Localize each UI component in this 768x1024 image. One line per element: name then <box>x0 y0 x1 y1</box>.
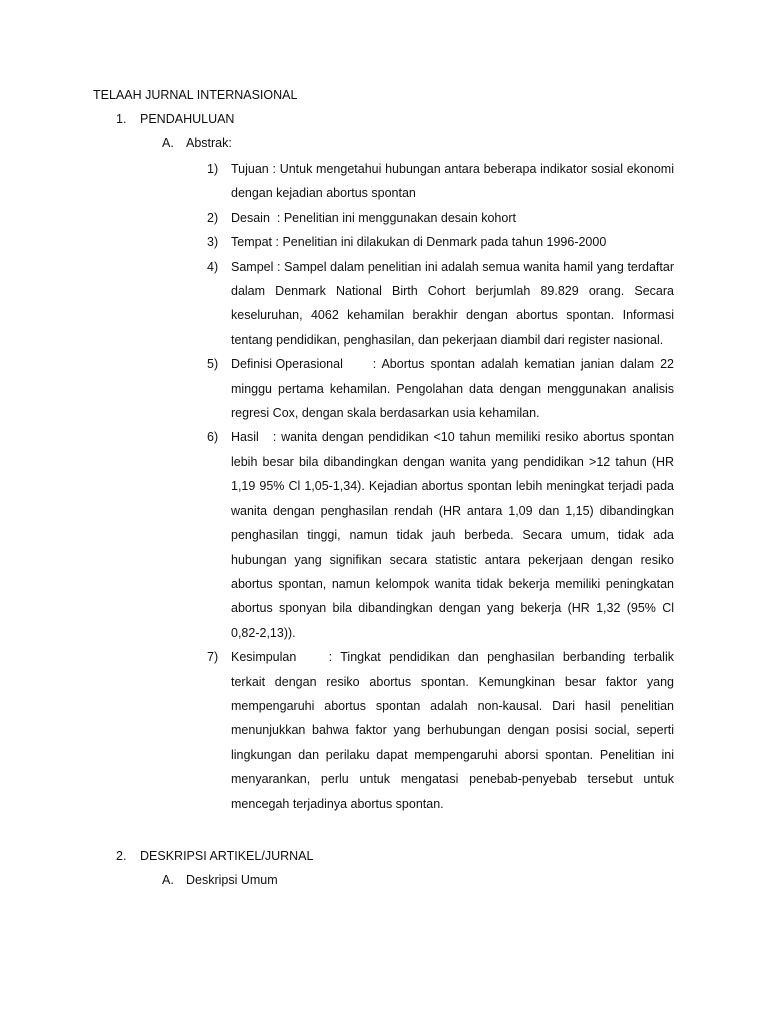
item-label: Definisi Operasional <box>231 357 343 372</box>
item-separator: : <box>328 650 333 665</box>
subsection-abstrak-heading <box>162 136 232 150</box>
item-text: Tingkat pendidikan dan penghasilan berbanding terbalik terkait dengan resiko abortus spontan. Kemungkinan besar faktor yang mempengaruhi abortus spontan adalah non-kausal. Dari hasil penelitian menunjukkan bahwa faktor yang berhubungan dengan posisi social, seperti lingkungan dan perilaku dapat mempengaruhi aborsi spontan. Penelitian ini menyarankan, perlu untuk mengatasi penebab-penyebab tersebut untuk mencegah terjadinya abortus spontan. <box>231 650 674 811</box>
list-item-hasil <box>207 425 674 645</box>
item-number: 4) <box>207 259 219 274</box>
item-separator: : <box>275 235 279 250</box>
list-item-desain <box>207 206 674 230</box>
list-item-tempat <box>207 230 674 254</box>
item-text: Untuk mengetahui hubungan antara beberapa indikator sosial ekonomi dengan kejadian abortus spontan <box>231 162 674 201</box>
item-separator: : <box>276 210 281 225</box>
item-separator: : <box>272 430 277 445</box>
item-text: Penelitian ini dilakukan di Denmark pada tahun 1996-2000 <box>282 235 607 250</box>
item-number: 3) <box>207 235 219 250</box>
item-separator: : <box>272 162 276 176</box>
document-title: TELAAH JURNAL INTERNASIONAL <box>93 88 298 102</box>
section-1-heading <box>116 112 234 126</box>
item-number: 2) <box>207 210 219 225</box>
list-item-kesimpulan <box>207 645 674 816</box>
item-label: Tempat <box>231 235 272 250</box>
section-number: 2. <box>116 849 127 863</box>
list-item-definisi-operasional <box>207 352 674 425</box>
section-title: PENDAHULUAN <box>140 112 235 126</box>
subsection-deskripsi-umum-heading <box>162 873 278 887</box>
item-separator: : <box>372 357 377 372</box>
item-text: Penelitian ini menggunakan desain kohort <box>283 210 516 225</box>
item-number: 7) <box>207 650 219 665</box>
subsection-letter: A. <box>162 136 174 150</box>
item-label: Kesimpulan <box>231 650 297 665</box>
section-number: 1. <box>116 112 127 126</box>
section-2-heading <box>116 849 313 863</box>
abstract-list <box>207 157 674 816</box>
item-text: Sampel dalam penelitian ini adalah semua wanita hamil yang terdaftar dalam Denmark National Birth Cohort berjumlah 89.829 orang. Secara keseluruhan, 4062 kehamilan berakhir dengan abortus spontan. Informasi tentang pendidikan, penghasilan, dan pekerjaan diambil dari register nasional. <box>231 259 674 347</box>
item-label: Tujuan <box>231 162 269 176</box>
item-text: Abortus spontan adalah kematian janian dalam 22 minggu pertama kehamilan. Pengolahan data dengan menggunakan analisis regresi Cox, dengan skala berdasarkan usia kehamilan. <box>231 357 674 421</box>
item-number: 1) <box>207 162 219 176</box>
subsection-title: Abstrak: <box>186 136 232 150</box>
subsection-title: Deskripsi Umum <box>186 873 278 887</box>
subsection-letter: A. <box>162 873 174 887</box>
list-item-sampel <box>207 255 674 353</box>
item-number: 6) <box>207 430 219 445</box>
item-number: 5) <box>207 357 219 372</box>
section-title: DESKRIPSI ARTIKEL/JURNAL <box>140 849 314 863</box>
item-label: Sampel <box>231 259 274 274</box>
item-label: Desain <box>231 210 270 225</box>
item-separator: : <box>277 259 281 274</box>
list-item-tujuan <box>207 157 674 206</box>
item-label: Hasil <box>231 430 259 445</box>
item-text: wanita dengan pendidikan <10 tahun memiliki resiko abortus spontan lebih besar bila dibandingkan dengan wanita yang pendidikan >12 tahun (HR 1,19 95% Cl 1,05-1,34). Kejadian abortus spontan lebih meningkat terjadi pada wanita dengan penghasilan rendah (HR antara 1,09 dan 1,15) dibandingkan penghasilan tinggi, namun tidak jauh berbeda. Secara umum, tidak ada hubungan yang signifikan secara statistic antara pekerjaan dengan resiko abortus spontan, namun kelompok wanita tidak bekerja memiliki peningkatan abortus sponyan bila dibandingkan dengan yang bekerja (HR 1,32 (95% Cl 0,82-2,13)). <box>231 430 675 640</box>
